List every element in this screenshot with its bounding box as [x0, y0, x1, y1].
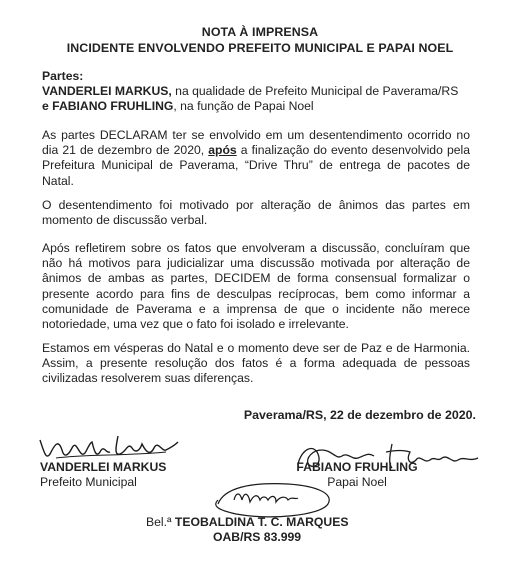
party-2-role: , na função de Papai Noel	[173, 99, 314, 113]
document-title: NOTA À IMPRENSA	[201, 25, 319, 39]
signer-role-santa: Papai Noel	[327, 475, 387, 489]
place-and-date: Paverama/RS, 22 de dezembro de 2020.	[243, 408, 476, 422]
parties-label	[42, 69, 470, 84]
signer-registration-lawyer: OAB/RS 83.999	[213, 530, 302, 544]
signer-name-lawyer: TEOBALDINA T. C. MARQUES	[174, 515, 349, 529]
paragraph-2-text: O desentendimento foi motivado por alteração de ânimos das partes em momento de discussão verbal.	[42, 198, 470, 228]
paragraph-motivation	[42, 198, 470, 228]
party-2	[42, 99, 470, 114]
party-1-name: VANDERLEI MARKUS,	[42, 84, 172, 98]
paragraph-decision	[42, 241, 470, 332]
party-2-name: FABIANO FRUHLING	[52, 99, 174, 113]
paragraph-1-text-b: a finalização do evento desenvolvido pela Prefeitura Municipal de Paverama, “Drive Thru” de entrega de pacotes de Natal.	[42, 143, 470, 188]
document-subtitle: INCIDENTE ENVOLVENDO PREFEITO MUNICIPAL E PAPAI NOEL	[66, 41, 454, 55]
paragraph-1-text-a: As partes DECLARAM ter se envolvido em um desentendimento ocorrido no dia 21 de dezembro de 2020,	[42, 128, 470, 158]
paragraph-1-emphasis: após	[208, 143, 237, 158]
party-1	[42, 84, 470, 99]
paragraph-declaration	[42, 128, 470, 189]
parties-label-text: Partes:	[42, 69, 84, 83]
signer-name-mayor: VANDERLEI MARKUS	[40, 460, 167, 474]
signer-name-santa: FABIANO FRUHLING	[296, 460, 418, 474]
paragraph-4-text: Estamos em vésperas do Natal e o momento deve ser de Paz e de Harmonia. Assim, a presente resolução dos fatos é a forma adequada de pessoas civilizadas resolverem suas diferenças.	[42, 341, 470, 386]
paragraph-christmas	[42, 341, 470, 387]
signature-block-lawyer	[146, 515, 386, 545]
signer-title-lawyer: Bel.ª	[146, 515, 175, 529]
signature-block-mayor	[40, 460, 166, 490]
paragraph-3-text: Após refletirem sobre os fatos que envolveram a discussão, concluíram que não há motivos para judicializar uma discussão motivada por alteração de ânimos de ambas as partes, DECIDEM de forma consensual formalizar o presente acordo para fins de desculpas recíprocas, bem como informar a comunidade de Paverama e a imprensa de que o incidente não merece notoriedade, uma vez que o fato foi isolado e irrelevante.	[42, 241, 470, 332]
party-1-role: na qualidade de Prefeito Municipal de Paverama/RS	[171, 84, 459, 98]
party-2-prefix: e	[42, 99, 53, 113]
signature-block-santa	[296, 460, 418, 490]
signer-role-mayor: Prefeito Municipal	[40, 475, 137, 489]
